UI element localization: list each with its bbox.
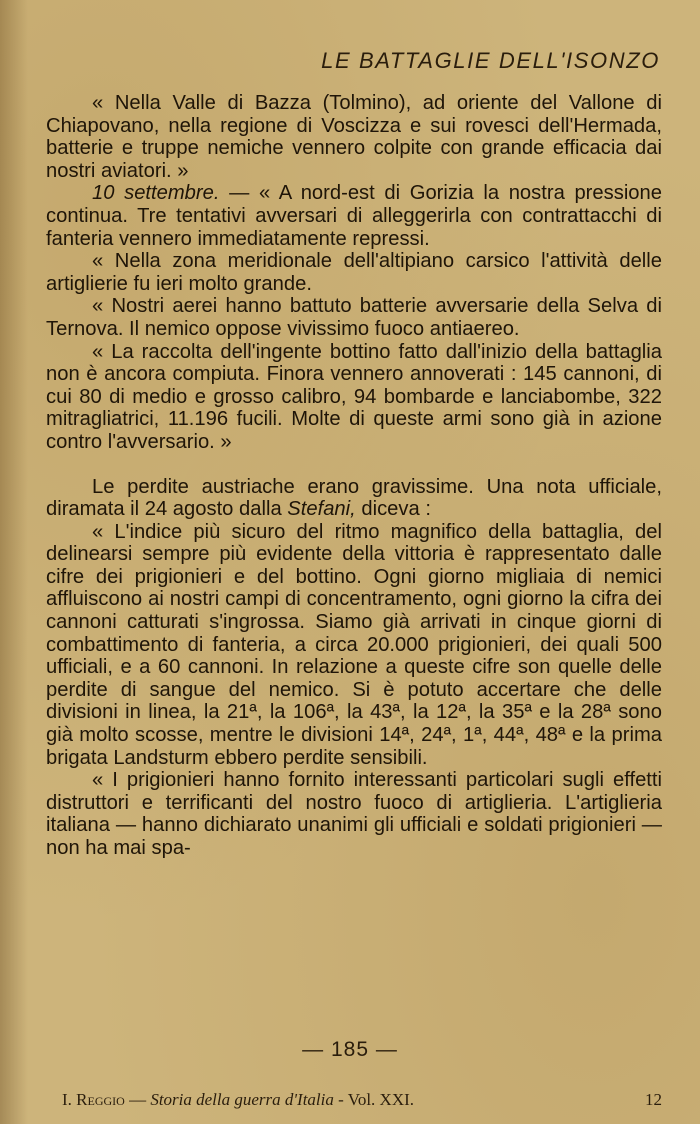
paragraph-text: « L'indice più sicuro del ritmo magnifico della battaglia, del delinearsi sempre più evidente della vittoria è rappresentato dalle cifre dei prigionieri e del bottino. Ogni giorno migliaia di nemici affluiscono ai nostri campi di concentramento, ogni giorno la cifra dei cannoni catturati s'ingrossa. Siamo già arrivati in cinque giorni di combattimento di fanteria, a circa 20.000 prigionieri, dei quali 500 ufficiali, e a 60 cannoni. In relazione a queste cifre son quelle delle perdite di sangue del nemico. Si è potuto accertare che delle divisioni in linea, la 21ª, la 106ª, la 43ª, la 12ª, la 35ª e la 28ª sono già molto scosse, mentre le divisioni 14ª, 24ª, 1ª, 44ª, 48ª e la prima brigata Landsturm ebbero perdite sensibili. — [46, 520, 662, 769]
paragraph-text: Le perdite austriache erano gravissime. Una nota ufficiale, diramata il 24 agosto dalla — [46, 475, 662, 521]
paragraph-text: « La raccolta dell'ingente bottino fatto dall'inizio della battaglia non è ancora compiuta. Finora vennero annoverati : 145 cannoni, di cui 80 di medio e grosso calibro, 94 bombarde e lanciabombe, 322 mitragliatrici, 11.196 fucili. Molte di queste armi sono già in azione contro l'avversario. » — [46, 340, 662, 453]
paragraph-text: « Nostri aerei hanno battuto batterie avversarie della Selva di Ternova. Il nemico oppose vivissimo fuoco antiaereo. — [46, 295, 662, 340]
paragraph — [46, 250, 662, 295]
paragraph — [46, 295, 662, 340]
body-text — [46, 92, 662, 860]
paragraph-text: « Nella Valle di Bazza (Tolmino), ad oriente del Vallone di Chiapovano, nella regione di Voscizza e sui rovesci dell'Hermada, batterie e truppe nemiche vennero colpite con grande efficacia dai nostri aviatori. » — [46, 92, 662, 182]
footer-volume: - Vol. XXI. — [333, 1090, 415, 1109]
footer-title: Storia della guerra d'Italia — [150, 1090, 334, 1109]
page-number: — 185 — — [302, 1038, 398, 1061]
footer-signature-mark: 12 — [645, 1090, 662, 1109]
paragraph-text: « Nella zona meridionale dell'altipiano carsico l'attività delle artiglierie fu ieri molto grande. — [46, 250, 662, 295]
running-head: LE BATTAGLIE DELL'ISONZO — [321, 48, 660, 73]
paragraph — [46, 92, 662, 182]
footer-separator: — — [124, 1090, 151, 1109]
paragraph — [46, 476, 662, 521]
paragraph — [46, 521, 662, 770]
paragraph-text: diceva : — [355, 498, 431, 521]
footer-author: I. Reggio — [62, 1090, 125, 1109]
news-agency-name: Stefani, — [287, 498, 356, 521]
paragraph — [46, 341, 662, 454]
paragraph-text: — « A nord-est di Gorizia la nostra pressione continua. Tre tentativi avversari di alleggerirla con contrattacchi di fanteria vennero immediatamente repressi. — [46, 182, 662, 250]
paragraph-text: « I prigionieri hanno fornito interessanti particolari sugli effetti distruttori e terrificanti del nostro fuoco di artiglieria. L'artiglieria italiana — hanno dichiarato unanimi gli ufficiali e soldati prigionieri — non ha mai spa- — [46, 769, 662, 859]
paragraph — [46, 769, 662, 859]
footer — [62, 1090, 662, 1110]
paragraph — [46, 182, 662, 250]
bulletin-date: 10 settembre. — [92, 182, 220, 205]
